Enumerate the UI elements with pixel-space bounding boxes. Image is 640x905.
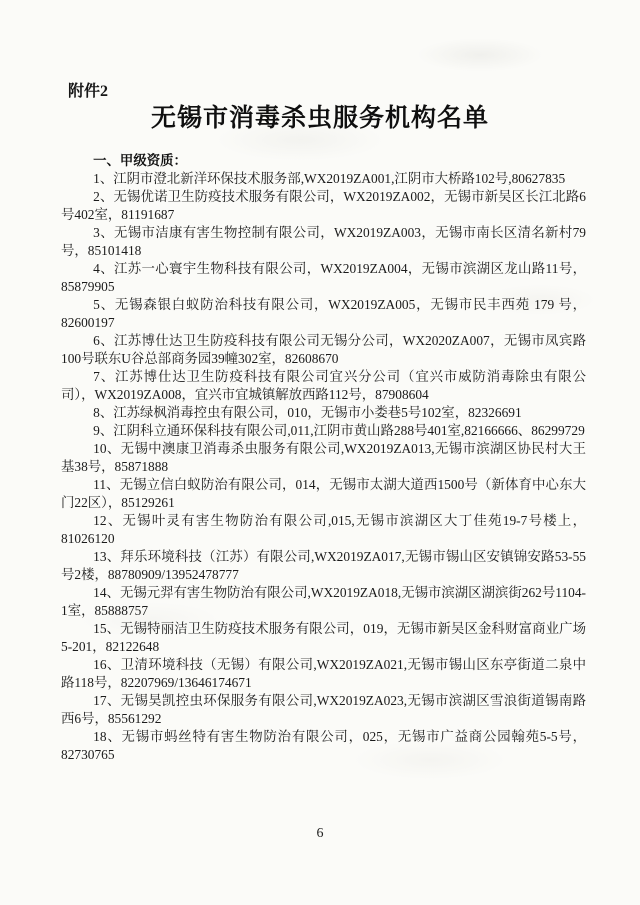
list-item: 10、无锡中澳康卫消毒杀虫服务有限公司,WX2019ZA013,无锡市滨湖区协民村大王基38号，85871888	[61, 441, 586, 474]
list-item: 14、无锡元羿有害生物防治有限公司,WX2019ZA018,无锡市滨湖区湖滨街262号1104-1室，85888757	[61, 585, 586, 618]
list-item: 13、拜乐环境科技（江苏）有限公司,WX2019ZA017,无锡市锡山区安镇锦安路53-55号2楼，88780909/13952478777	[61, 549, 586, 582]
list-item: 3、无锡市洁康有害生物控制有限公司，WX2019ZA003，无锡市南长区清名新村79号，85101418	[61, 225, 586, 258]
list-item: 17、无锡昊凯控虫环保服务有限公司,WX2019ZA023,无锡市滨湖区雪浪街道锡南路西6号，85561292	[61, 693, 586, 726]
list-item: 5、无锡森银白蚁防治科技有限公司，WX2019ZA005，无锡市民丰西苑 179 号，82600197	[61, 297, 586, 330]
list-item: 1、江阴市澄北新洋环保技术服务部,WX2019ZA001,江阴市大桥路102号,80627835	[93, 171, 566, 186]
page-title: 无锡市消毒杀虫服务机构名单	[150, 105, 489, 132]
list-item: 2、无锡优诺卫生防疫技术服务有限公司，WX2019ZA002，无锡市新吴区长江北路6号402室，81191687	[61, 189, 586, 222]
page-number: 6	[316, 826, 324, 841]
list-item: 7、江苏博仕达卫生防疫科技有限公司宜兴分公司（宜兴市威防消毒除虫有限公司），WX2019ZA008，宜兴市宜城镇解放西路112号，87908604	[61, 369, 586, 402]
list-item: 12、无锡叶灵有害生物防治有限公司,015,无锡市滨湖区大丁佳苑19-7号楼上，81026120	[61, 513, 586, 546]
list-item: 4、江苏一心寰宇生物科技有限公司，WX2019ZA004，无锡市滨湖区龙山路11号，85879905	[61, 261, 586, 294]
list-item: 16、卫清环境科技（无锡）有限公司,WX2019ZA021,无锡市锡山区东亭街道二泉中路118号，82207969/13646174671	[61, 657, 586, 690]
document-body	[61, 152, 586, 764]
list-item: 6、江苏博仕达卫生防疫科技有限公司无锡分公司，WX2020ZA007，无锡市凤宾路100号联东U谷总部商务园39幢302室，82608670	[61, 333, 586, 366]
list-item: 9、江阴科立通环保科技有限公司,011,江阴市黄山路288号401室,82166666、86299729	[93, 423, 585, 438]
list-item: 11、无锡立信白蚁防治有限公司，014，无锡市太湖大道西1500号（新体育中心东大门22区），85129261	[61, 477, 586, 510]
attachment-label: 附件2	[68, 83, 109, 100]
list-item: 18、无锡市蚂丝特有害生物防治有限公司，025，无锡市广益商公园翰苑5-5号，82730765	[61, 729, 586, 762]
list-item: 15、无锡特丽洁卫生防疫技术服务有限公司，019，无锡市新吴区金科财富商业广场5-201，82122648	[61, 621, 586, 654]
list-item: 8、江苏绿枫消毒控虫有限公司，010，无锡市小娄巷5号102室，82326691	[93, 405, 522, 420]
section-heading: 一、甲级资质：	[93, 153, 187, 168]
